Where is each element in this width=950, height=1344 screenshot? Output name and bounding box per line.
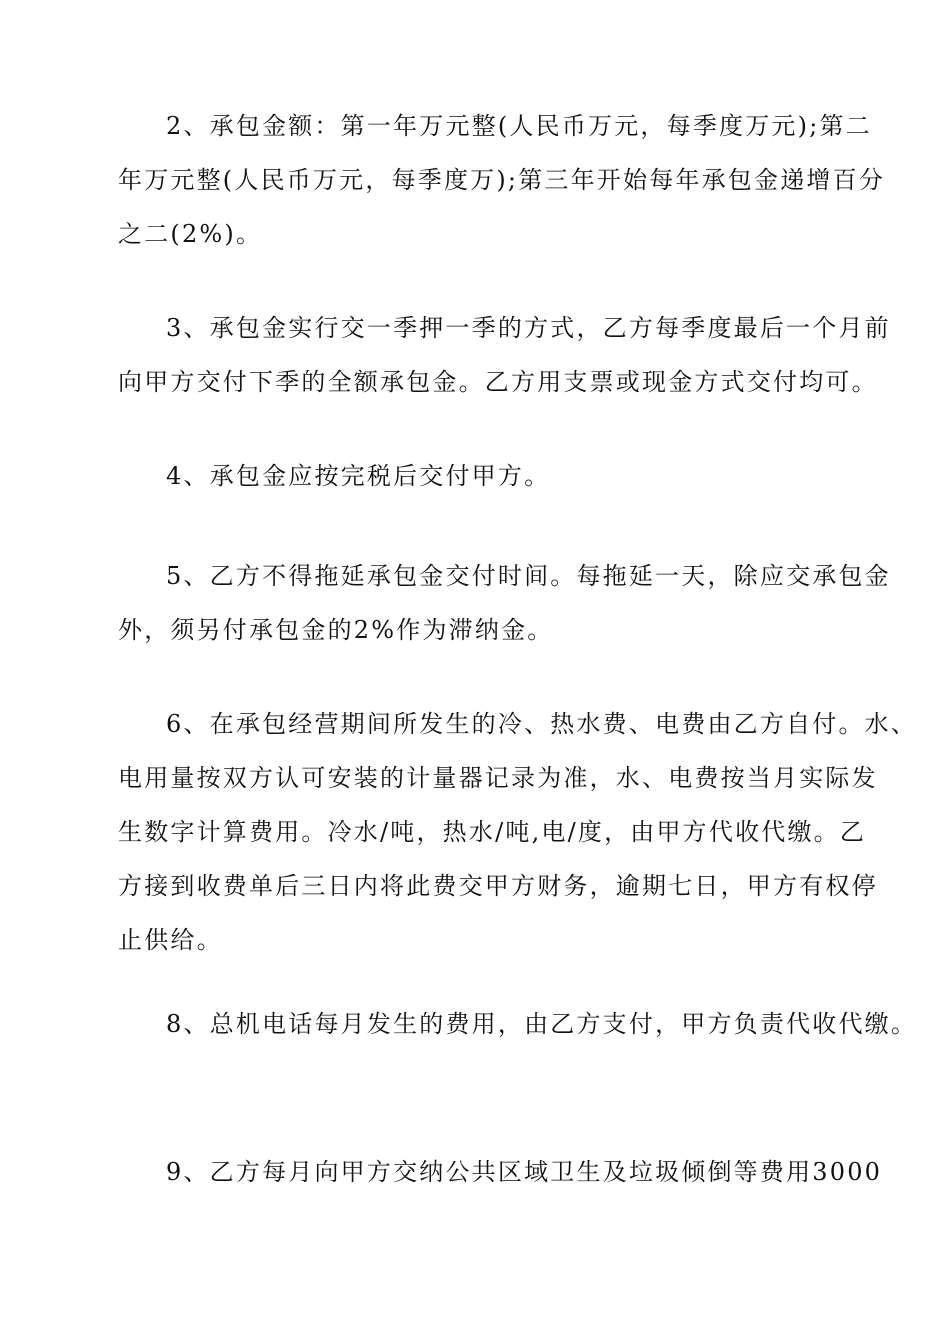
paragraph-2-line-1: 2、承包金额：第一年万元整(人民币万元，每季度万元);第二 <box>166 112 872 140</box>
paragraph-3-line-2: 向甲方交付下季的全额承包金。乙方用支票或现金方式交付均可。 <box>118 368 878 396</box>
paragraph-6-line-2: 电用量按双方认可安装的计量器记录为准，水、电费按当月实际发 <box>118 764 878 792</box>
paragraph-6-line-3: 生数字计算费用。冷水/吨，热水/吨,电/度，由甲方代收代缴。乙 <box>118 818 867 846</box>
paragraph-4-line-1: 4、承包金应按完税后交付甲方。 <box>166 462 551 490</box>
paragraph-5-line-1: 5、乙方不得拖延承包金交付时间。每拖延一天，除应交承包金 <box>166 562 891 590</box>
paragraph-6-line-5: 止供给。 <box>118 926 223 954</box>
paragraph-3-line-1: 3、承包金实行交一季押一季的方式，乙方每季度最后一个月前 <box>166 314 891 342</box>
paragraph-5 <box>118 549 891 657</box>
paragraph-6-line-1: 6、在承包经营期间所发生的冷、热水费、电费由乙方自付。水、 <box>166 710 918 738</box>
paragraph-8-line-1: 8、总机电话每月发生的费用，由乙方支付，甲方负责代收代缴。 <box>166 1010 918 1038</box>
paragraph-6 <box>118 697 918 967</box>
paragraph-2-line-2: 年万元整(人民币万元，每季度万);第三年开始每年承包金递增百分 <box>118 166 886 194</box>
paragraph-3 <box>118 301 891 409</box>
paragraph-8 <box>118 997 918 1051</box>
paragraph-9 <box>118 1145 883 1199</box>
paragraph-4 <box>118 449 838 503</box>
paragraph-5-line-2: 外，须另付承包金的2%作为滞纳金。 <box>118 616 554 644</box>
paragraph-6-line-4: 方接到收费单后三日内将此费交甲方财务，逾期七日，甲方有权停 <box>118 872 878 900</box>
paragraph-2 <box>118 99 886 261</box>
paragraph-9-line-1: 9、乙方每月向甲方交纳公共区域卫生及垃圾倾倒等费用3000 <box>166 1158 883 1186</box>
paragraph-2-line-3: 之二(2%)。 <box>118 220 263 248</box>
